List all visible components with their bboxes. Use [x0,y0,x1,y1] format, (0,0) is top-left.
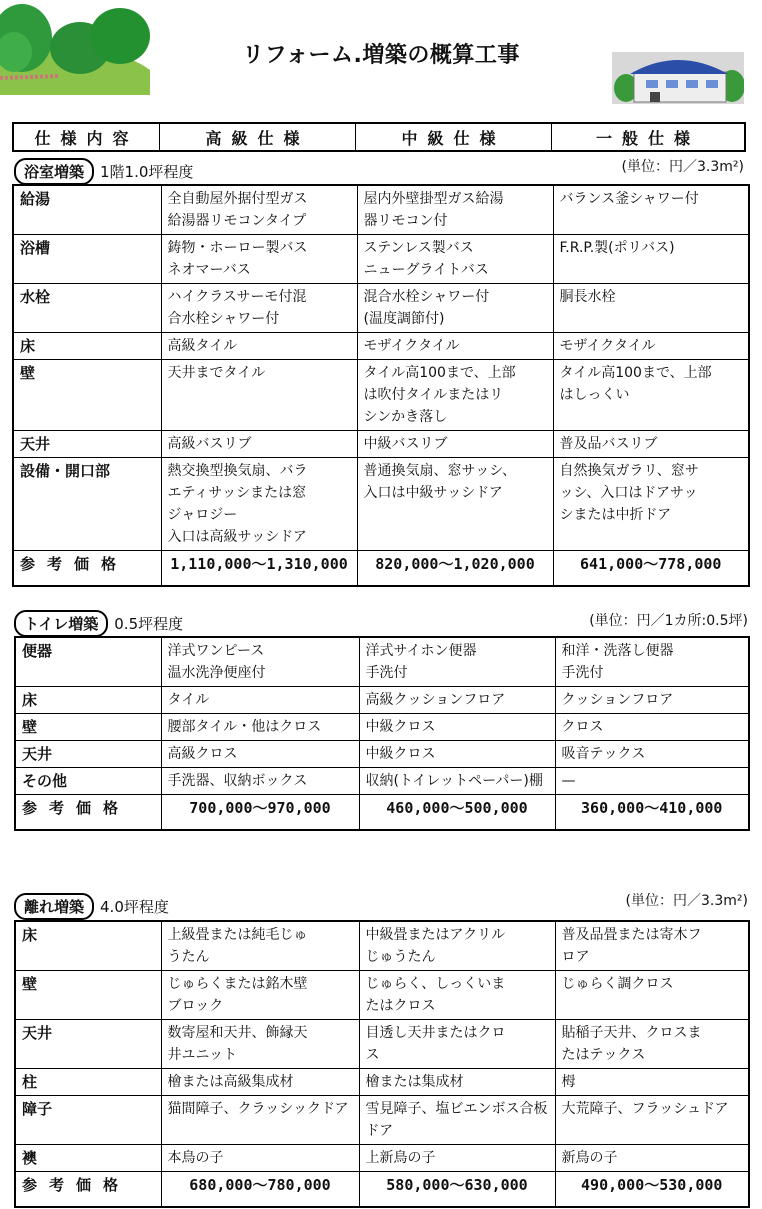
cell-mid [359,1145,555,1172]
toilet-tbody [15,637,749,830]
cell-text: 屋内外壁掛型ガス給湯 [363,191,504,207]
row-label: 天井 [15,741,161,768]
row-label: その他 [15,768,161,795]
cell-text: 合水栓シャワー付 [167,311,280,327]
cell-text: タイル高100まで、上部 [363,365,516,381]
bath-row [13,458,749,551]
cell-text: — [561,773,576,789]
annex-size: 4.0坪程度 [100,898,169,916]
cell-text: 普通換気扇、窓サッシ、 [363,463,517,479]
cell-text: たはクロス [365,998,436,1014]
cell-text: 新鳥の子 [561,1150,618,1166]
cell-text: 高級バスリブ [167,436,252,452]
row-label: 襖 [15,1145,161,1172]
cell-mid [357,458,553,551]
cell-low [553,185,749,235]
cell-text: 上級畳または純毛じゅ [167,927,308,943]
cell-text: 貼稲子天井、クロスま [561,1025,702,1041]
cell-text: 檜または集成材 [365,1074,464,1090]
cell-low [553,284,749,333]
price-value: 641,000〜778,000 [553,551,749,587]
cell-high [161,1096,359,1145]
cell-text: 手洗付 [365,665,408,681]
cell-text: 和洋・洗落し便器 [561,643,674,659]
row-label: 給湯 [13,185,161,235]
cell-low [555,714,749,741]
price-value: 700,000〜970,000 [161,795,359,831]
cell-low [553,458,749,551]
cell-low [555,1069,749,1096]
cell-text: 本鳥の子 [167,1150,224,1166]
cell-high [161,431,357,458]
cell-text: 吸音テックス [561,746,646,762]
cell-mid [357,360,553,431]
cell-text: ネオマーバス [167,262,251,278]
cell-mid [359,1069,555,1096]
cell-text: ジャロジー [167,507,238,523]
cell-text: 全自動屋外据付型ガス [167,191,308,207]
row-label: 壁 [15,714,161,741]
cell-text: ブロック [167,998,224,1014]
cell-text: じゅらくまたは銘木壁 [167,976,308,992]
cell-text: 手洗器、収納ボックス [167,773,308,789]
bath-row [13,333,749,360]
cell-text: ロア [561,949,590,965]
annex-row [15,1020,749,1069]
cell-high [161,284,357,333]
row-label: 設備・開口部 [13,458,161,551]
column-header-high: 高級仕様 [160,124,356,150]
cell-high [161,921,359,971]
toilet-section-label [14,610,183,637]
cell-text: 中級クロス [365,746,436,762]
cell-text: 洋式サイホン便器 [365,643,477,659]
cell-text: ステンレス製バス [363,240,474,256]
bath-row [13,284,749,333]
cell-text: 檜または高級集成材 [167,1074,294,1090]
annex-row [15,1069,749,1096]
cell-text: ッシ、入口はドアサッ [559,485,698,501]
annex-row [15,921,749,971]
cell-text: 自然換気ガラリ、窓サ [559,463,699,479]
bath-name: 浴室増築 [14,158,94,185]
cell-high [161,1020,359,1069]
cell-text: モザイクタイル [559,338,656,354]
toilet-row [15,768,749,795]
cell-text: (温度調節付) [363,311,445,327]
cell-text: 天井までタイル [167,365,266,381]
cell-mid [359,714,555,741]
cell-text: はしっくい [559,387,630,403]
cell-low [553,235,749,284]
cell-high [161,741,359,768]
cell-text: ス [365,1047,380,1063]
cell-mid [359,1020,555,1069]
cell-text: 器リモコン付 [363,213,448,229]
annex-row [15,971,749,1020]
page-title: リフォーム.増築の概算工事 [242,43,520,68]
cell-mid [359,768,555,795]
cell-mid [357,235,553,284]
cell-text: タイル高100まで、上部 [559,365,712,381]
cell-text: 上新鳥の子 [365,1150,436,1166]
cell-mid [359,637,555,687]
row-label: 浴槽 [13,235,161,284]
cell-high [161,1145,359,1172]
cell-text: 給湯器リモコンタイプ [167,213,307,229]
cell-high [161,360,357,431]
annex-unit: (単位：円／3.3m²) [625,893,748,909]
bath-row [13,185,749,235]
cell-low [553,360,749,431]
cell-text: 栂 [561,1074,576,1090]
price-label: 参考価格 [13,551,161,587]
price-label: 参考価格 [15,1172,161,1208]
annex-row [15,1096,749,1145]
cell-text: 雪見障子、塩ビエンボス合板ドア [365,1101,548,1139]
row-label: 壁 [13,360,161,431]
row-label: 水栓 [13,284,161,333]
cell-text: 温水洗浄便座付 [167,665,266,681]
cell-text: クッションフロア [561,692,674,708]
price-value: 820,000〜1,020,000 [357,551,553,587]
row-label: 天井 [13,431,161,458]
cell-low [555,1020,749,1069]
cell-low [555,1145,749,1172]
toilet-row [15,637,749,687]
cell-text: 入口は高級サッシドア [167,529,307,545]
cell-text: エティサッシまたは窓 [167,485,307,501]
cell-high [161,714,359,741]
cell-text: クロス [561,719,604,735]
cell-text: 洋式ワンピース [167,643,265,659]
cell-mid [357,333,553,360]
cell-text: 数寄屋和天井、飾縁天 [167,1025,308,1041]
cell-low [555,1096,749,1145]
cell-text: 猫間障子、クラッシックドア [167,1101,349,1117]
cell-mid [357,431,553,458]
cell-text: 中級畳またはアクリル [365,927,506,943]
bath-unit: (単位：円／3.3m²) [621,159,744,175]
cell-high [161,1069,359,1096]
annex-row [15,1145,749,1172]
bath-row [13,235,749,284]
column-header-low: 一般仕様 [595,128,700,148]
price-value: 1,110,000〜1,310,000 [161,551,357,587]
cell-text: 胴長水栓 [559,289,616,305]
cell-text: じゅらく、しっくいま [365,976,506,992]
price-value: 460,000〜500,000 [359,795,555,831]
cell-text: 手洗付 [561,665,604,681]
cell-text: F.R.P.製(ポリバス) [559,240,675,256]
cell-text: モザイクタイル [363,338,460,354]
cell-text: じゅらく調クロス [561,976,674,992]
cell-low [555,687,749,714]
toilet-name: トイレ増築 [14,610,108,637]
cell-text: たはテックス [561,1047,646,1063]
cell-high [161,333,357,360]
cell-low [555,971,749,1020]
cell-text: ハイクラスサーモ付混 [167,289,307,305]
cell-text: 高級クロス [167,746,238,762]
cell-text: 普及品畳または寄木フ [561,927,702,943]
cell-text: 腰部タイル・他はクロス [167,719,322,735]
cell-text: 大荒障子、フラッシュドア [561,1101,729,1117]
row-label: 便器 [15,637,161,687]
cell-text: ニューグライトバス [363,262,489,278]
cell-text: 目透し天井またはクロ [365,1025,506,1041]
price-value: 360,000〜410,000 [555,795,749,831]
bath-size: 1階1.0坪程度 [100,163,194,181]
price-value: 680,000〜780,000 [161,1172,359,1208]
cell-low [555,921,749,971]
cell-text: バランス釜シャワー付 [559,191,699,207]
cell-text: 鋳物・ホーロー製バス [167,240,308,256]
cell-text: シンかき落し [363,409,448,425]
toilet-size: 0.5坪程度 [114,615,184,633]
bath-section-label [14,158,193,185]
row-label: 天井 [15,1020,161,1069]
column-header-row [12,122,746,152]
column-header-spec: 仕様内容 [14,124,160,150]
cell-low [553,431,749,458]
row-label: 壁 [15,971,161,1020]
cell-text: 高級クッションフロア [365,692,506,708]
price-label: 参考価格 [15,795,161,831]
annex-section-label [14,893,169,920]
toilet-price-row [15,795,749,831]
cell-low [553,333,749,360]
cell-text: じゅうたん [365,949,436,965]
bath-price-row [13,551,749,587]
cell-high [161,637,359,687]
cell-high [161,971,359,1020]
cell-text: 熱交換型換気扇、バラ [167,463,308,479]
cell-text: 高級タイル [167,338,238,354]
cell-low [555,741,749,768]
cell-high [161,687,359,714]
cell-high [161,458,357,551]
cell-high [161,235,357,284]
bath-row [13,431,749,458]
price-value: 580,000〜630,000 [359,1172,555,1208]
price-value: 490,000〜530,000 [555,1172,749,1208]
toilet-row [15,741,749,768]
toilet-table [14,636,750,831]
cell-low [555,768,749,795]
column-header-mid: 中級仕様 [356,124,552,150]
cell-mid [357,284,553,333]
cell-text: 入口は中級サッシドア [363,485,503,501]
row-label: 柱 [15,1069,161,1096]
cell-text: 中級クロス [365,719,436,735]
cell-text: は吹付タイルまたはリ [363,387,504,403]
cell-mid [359,1096,555,1145]
bath-tbody [13,185,749,586]
cell-text: うたん [167,949,210,965]
cell-text: タイル [167,692,210,708]
annex-name: 離れ増築 [14,893,94,920]
row-label: 床 [13,333,161,360]
cell-high [161,185,357,235]
cell-mid [359,971,555,1020]
annex-price-row [15,1172,749,1208]
bath-table [12,184,750,587]
cell-mid [357,185,553,235]
cell-text: 普及品バスリブ [559,436,658,452]
toilet-row [15,714,749,741]
row-label: 床 [15,687,161,714]
cell-high [161,768,359,795]
cell-mid [359,687,555,714]
cell-text: 中級バスリブ [363,436,448,452]
cell-text: シまたは中折ドア [559,507,672,523]
cell-mid [359,921,555,971]
annex-tbody [15,921,749,1207]
bath-row [13,360,749,431]
cell-text: 収納(トイレットペーパー)棚 [365,773,543,789]
toilet-unit: (単位：円／1カ所:0.5坪) [589,613,748,629]
cell-mid [359,741,555,768]
toilet-row [15,687,749,714]
cell-text: 井ユニット [167,1047,237,1063]
row-label: 床 [15,921,161,971]
cell-low [555,637,749,687]
annex-table [14,920,750,1208]
house-illustration [612,52,744,104]
cell-text: 混合水栓シャワー付 [363,289,490,305]
row-label: 障子 [15,1096,161,1145]
